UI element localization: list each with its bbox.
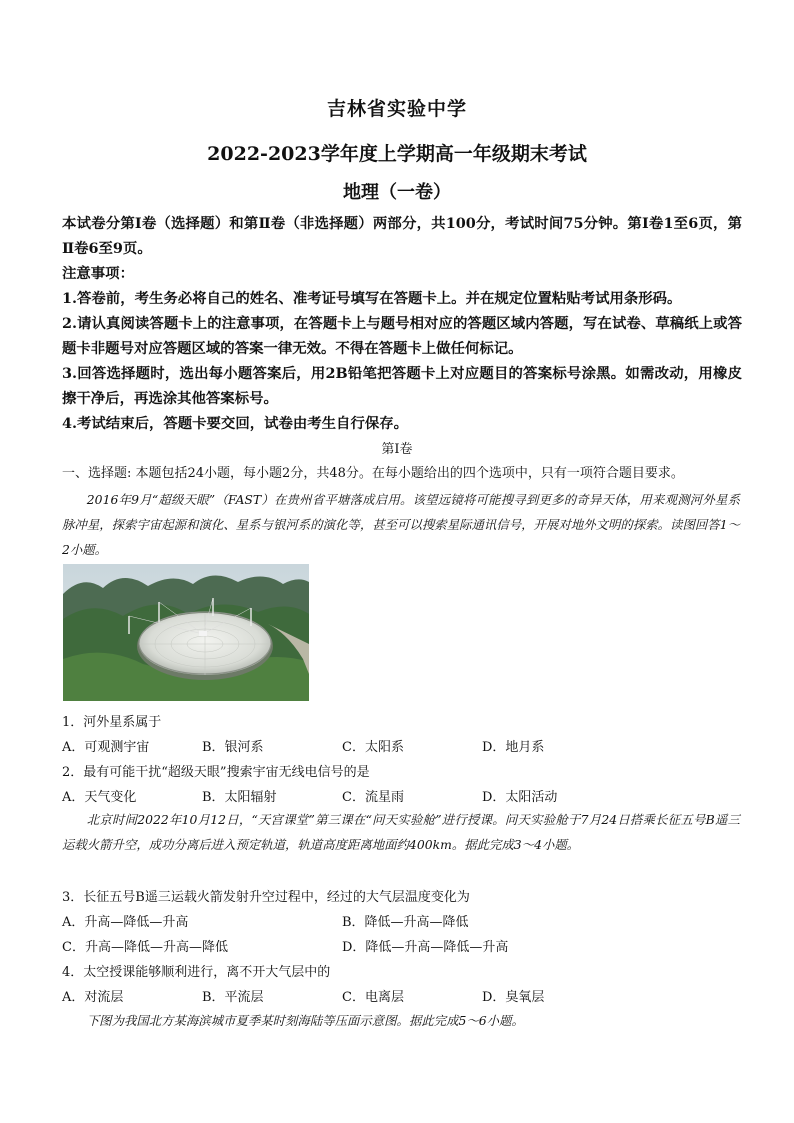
q4-option-a[interactable]: A．对流层	[62, 990, 124, 1005]
question-1-options	[62, 736, 752, 756]
question-1-stem: 1．河外星系属于	[62, 715, 162, 730]
question-3-options-cd	[62, 936, 752, 956]
question-3-stem: 3．长征五号B遥三运载火箭发射升空过程中，经过的大气层温度变化为	[62, 890, 470, 905]
q2-option-b[interactable]: B．太阳辐射	[202, 790, 277, 805]
q4-option-c[interactable]: C．电离层	[342, 990, 404, 1005]
q3-option-c[interactable]: C．升高—降低—升高—降低	[62, 940, 228, 955]
passage-fast: 2016年9月“超级天眼”（FAST）在贵州省平塘落成启用。该望远镜将可能搜寻到更多的奇异天体，用来观测河外星系脉冲星，探索宇宙起源和演化、星系与银河系的演化等，甚至可以搜索星际通讯信号，开展对地外文明的探索。读图回答1～2小题。	[62, 492, 740, 557]
q2-option-a[interactable]: A．天气变化	[62, 790, 137, 805]
question-4-options	[62, 986, 752, 1006]
passage-isobaric: 下图为我国北方某海滨城市夏季某时刻海陆等压面示意图。据此完成5～6小题。	[86, 1013, 524, 1028]
q2-option-c[interactable]: C．流星雨	[342, 790, 404, 805]
passage-tiangong: 北京时间2022年10月12日，“天宫课堂”第三课在“问天实验舱”进行授课。问天实验舱于7月24日搭乘长征五号B遥三运载火箭升空，成功分离后进入预定轨道，轨道高度距离地面约400km。据此完成3～4小题。	[62, 812, 740, 852]
q3-option-a[interactable]: A．升高—降低—升高	[62, 915, 189, 930]
question-2-options	[62, 786, 752, 806]
q4-option-b[interactable]: B．平流层	[202, 990, 264, 1005]
notice-item-3: 3.回答选择题时，选出每小题答案后，用2B铅笔把答题卡上对应题目的答案标号涂黑。如需改动，用橡皮擦干净后，再选涂其他答案标号。	[62, 365, 742, 407]
q1-option-b[interactable]: B．银河系	[202, 740, 264, 755]
q1-option-c[interactable]: C．太阳系	[342, 740, 404, 755]
notice-title: 注意事项：	[62, 265, 134, 282]
notice-item-1: 1.答卷前，考生务必将自己的姓名、准考证号填写在答题卡上。并在规定位置粘贴考试用条形码。	[62, 290, 682, 307]
exam-title: 2022-2023学年度上学期高一年级期末考试	[207, 143, 587, 165]
subject-title: 地理（一卷）	[343, 182, 451, 203]
paper-structure-note: 本试卷分第Ⅰ卷（选择题）和第Ⅱ卷（非选择题）两部分，共100分，考试时间75分钟。第Ⅰ卷1至6页，第Ⅱ卷6至9页。	[62, 215, 742, 257]
notice-item-4: 4.考试结束后，答题卡要交回，试卷由考生自行保存。	[62, 415, 409, 432]
notice-item-2: 2.请认真阅读答题卡上的注意事项，在答题卡上与题号相对应的答题区域内答题，写在试卷、草稿纸上或答题卡非题号对应答题区域的答案一律无效。不得在答题卡上做任何标记。	[62, 315, 742, 357]
question-2-stem: 2．最有可能干扰“超级天眼”搜索宇宙无线电信号的是	[62, 765, 370, 780]
section-title: 一、选择题: 本题包括24小题，每小题2分，共48分。在每小题给出的四个选项中，只有一项符合题目要求。	[62, 466, 684, 481]
q2-option-d[interactable]: D．太阳活动	[482, 790, 558, 805]
part-title: 第Ⅰ卷	[381, 442, 413, 457]
q1-option-a[interactable]: A．可观测宇宙	[62, 740, 150, 755]
school-title: 吉林省实验中学	[326, 98, 467, 120]
exam-instructions	[62, 211, 742, 436]
q1-option-d[interactable]: D．地月系	[482, 740, 545, 755]
q3-option-b[interactable]: B．降低—升高—降低	[342, 915, 469, 930]
question-4-stem: 4．太空授课能够顺利进行，离不开大气层中的	[62, 965, 331, 980]
q3-option-d[interactable]: D．降低—升高—降低—升高	[342, 940, 509, 955]
question-3-options-ab	[62, 911, 752, 931]
fast-telescope-photo	[63, 564, 309, 701]
q4-option-d[interactable]: D．臭氧层	[482, 990, 545, 1005]
